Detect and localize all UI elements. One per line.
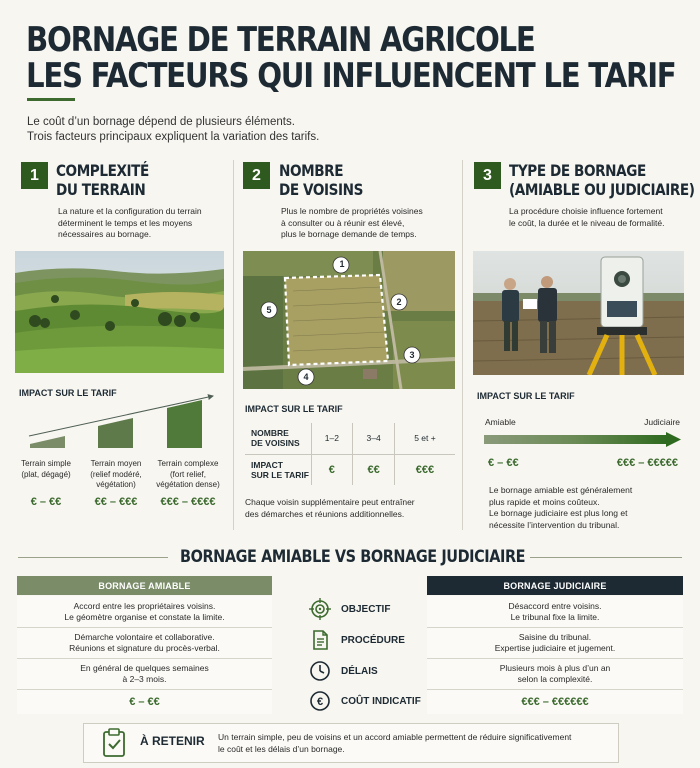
document-icon: [309, 629, 331, 651]
table-cell: 3–4: [353, 423, 395, 454]
table-cell: €: [311, 454, 353, 485]
intro-line-1: Le coût d’un bornage dépend de plusieurs éléments.: [27, 116, 295, 128]
amiable-column-header: BORNAGE AMIABLE: [17, 576, 272, 595]
factor-1-impact-label: IMPACT SUR LE TARIF: [19, 388, 117, 398]
parcel-marker-1: 1: [339, 259, 345, 269]
amiable-judiciaire-scale-arrow: [484, 432, 682, 448]
row-label-delais: DÉLAIS: [309, 660, 378, 682]
column-divider-1: [233, 160, 234, 530]
table-cell: 5 et +: [394, 423, 455, 454]
aerial-parcel-map: [243, 251, 455, 389]
amiable-delais-cell: En général de quelques semaines à 2–3 mois.: [17, 659, 272, 690]
parcel-marker-4: 4: [303, 372, 309, 382]
factor-3-impact-label: IMPACT SUR LE TARIF: [477, 391, 575, 401]
amiable-procedure-cell: Démarche volontaire et collaborative. Réunions et signature du procès-verbal.: [17, 628, 272, 659]
divider-right: [530, 557, 682, 558]
scale-right-label: Judiciaire: [644, 417, 680, 427]
row-label-cout: € COÛT INDICATIF: [309, 690, 421, 712]
farmland-hills-photo: [15, 251, 224, 373]
judiciaire-objectif-cell: Désaccord entre voisins. Le tribunal fixe la limite.: [427, 596, 683, 628]
complexity-level-medium: Terrain moyen (relief modéré, végétation): [90, 459, 142, 489]
bornage-type-note: Le bornage amiable est généralement plus rapide et moins coûteux. Le bornage judiciaire est plus long et nécessite l’intervention du tribunal.: [489, 485, 633, 530]
complexity-price-simple: € – €€: [30, 496, 62, 508]
intro-text: [27, 115, 447, 145]
table-cell: €€€: [415, 463, 435, 476]
scale-left-label: Amiable: [485, 417, 516, 427]
table-row: [245, 423, 455, 454]
complexity-cost-bars: [25, 392, 220, 452]
factor-2-impact-label: IMPACT SUR LE TARIF: [245, 404, 343, 414]
complexity-price-medium: €€ – €€€: [94, 496, 138, 508]
factor-3-title: TYPE DE BORNAGE (AMIABLE OU JUDICIAIRE): [509, 161, 695, 199]
judiciaire-procedure-cell: Saisine du tribunal. Expertise judiciaire et jugement.: [427, 628, 683, 659]
surveyors-field-photo: [473, 251, 684, 375]
clipboard-check-icon: [101, 728, 127, 758]
factor-2-title: NOMBRE DE VOISINS: [279, 161, 364, 199]
divider-left: [18, 557, 168, 558]
judiciaire-delais-cell: Plusieurs mois à plus d’un an selon la complexité.: [427, 659, 683, 690]
comparison-title: BORNAGE AMIABLE VS BORNAGE JUDICIAIRE: [180, 547, 526, 567]
parcel-marker-5: 5: [266, 305, 272, 315]
svg-text:€: €: [316, 696, 324, 708]
complexity-level-simple: Terrain simple (plat, dégagé): [21, 459, 71, 479]
title-line-2: LES FACTEURS QUI INFLUENCENT LE TARIF: [26, 56, 676, 96]
factor-1-number: 1: [21, 162, 48, 189]
target-icon: [309, 598, 331, 620]
row-label-objectif: OBJECTIF: [309, 598, 390, 620]
factor-2-description: Plus le nombre de propriétés voisines à consulter ou à réunir est élevé, plus le bornage demande de temps.: [281, 206, 423, 239]
retenir-label: À RETENIR: [140, 734, 205, 748]
retenir-text: Un terrain simple, peu de voisins et un accord amiable permettent de réduire significativement le coût et les délais d’un bornage.: [218, 732, 572, 754]
judiciaire-column-header: BORNAGE JUDICIAIRE: [427, 576, 683, 595]
parcel-marker-2: 2: [396, 297, 402, 307]
table-cell: 1–2: [311, 423, 353, 454]
title-line-1: BORNAGE DE TERRAIN AGRICOLE: [26, 20, 535, 60]
factor-3-number: 3: [474, 162, 501, 189]
factor-3-description: La procédure choisie influence fortement le coût, la durée et le niveau de formalité.: [509, 206, 665, 228]
factor-1-title: COMPLEXITÉ DU TERRAIN: [56, 161, 149, 199]
parcel-marker-3: 3: [409, 350, 415, 360]
clock-icon: [309, 660, 331, 682]
complexity-price-complex: €€€ – €€€€: [160, 496, 216, 508]
table-row-label-count: NOMBRE DE VOISINS: [245, 423, 311, 454]
neighbours-note: Chaque voisin supplémentaire peut entraîner des démarches et réunions additionnelles.: [245, 497, 415, 519]
table-row-label-impact: IMPACT SUR LE TARIF: [245, 454, 311, 485]
amiable-objectif-cell: Accord entre les propriétaires voisins. Le géomètre organise et constate la limite.: [17, 596, 272, 628]
factor-1-description: La nature et la configuration du terrain déterminent le temps et les moyens nécessaires au bornage.: [58, 206, 202, 239]
scale-right-price: €€€ – €€€€€: [616, 457, 678, 469]
title-underline: [27, 98, 75, 101]
scale-left-price: € – €€: [488, 457, 519, 469]
column-divider-2: [462, 160, 463, 530]
amiable-cout-cell: € – €€: [17, 690, 272, 714]
table-row: [245, 454, 455, 485]
row-label-procedure: PROCÉDURE: [309, 629, 405, 651]
judiciaire-cout-cell: €€€ – €€€€€€: [427, 690, 683, 714]
complexity-level-complex: Terrain complexe (fort relief, végétation dense): [156, 459, 220, 489]
intro-line-2: Trois facteurs principaux expliquent la variation des tarifs.: [27, 131, 320, 143]
euro-icon: [309, 690, 331, 712]
factor-2-number: 2: [243, 162, 270, 189]
neighbours-impact-table: [245, 423, 455, 485]
table-cell: €€: [353, 454, 395, 485]
